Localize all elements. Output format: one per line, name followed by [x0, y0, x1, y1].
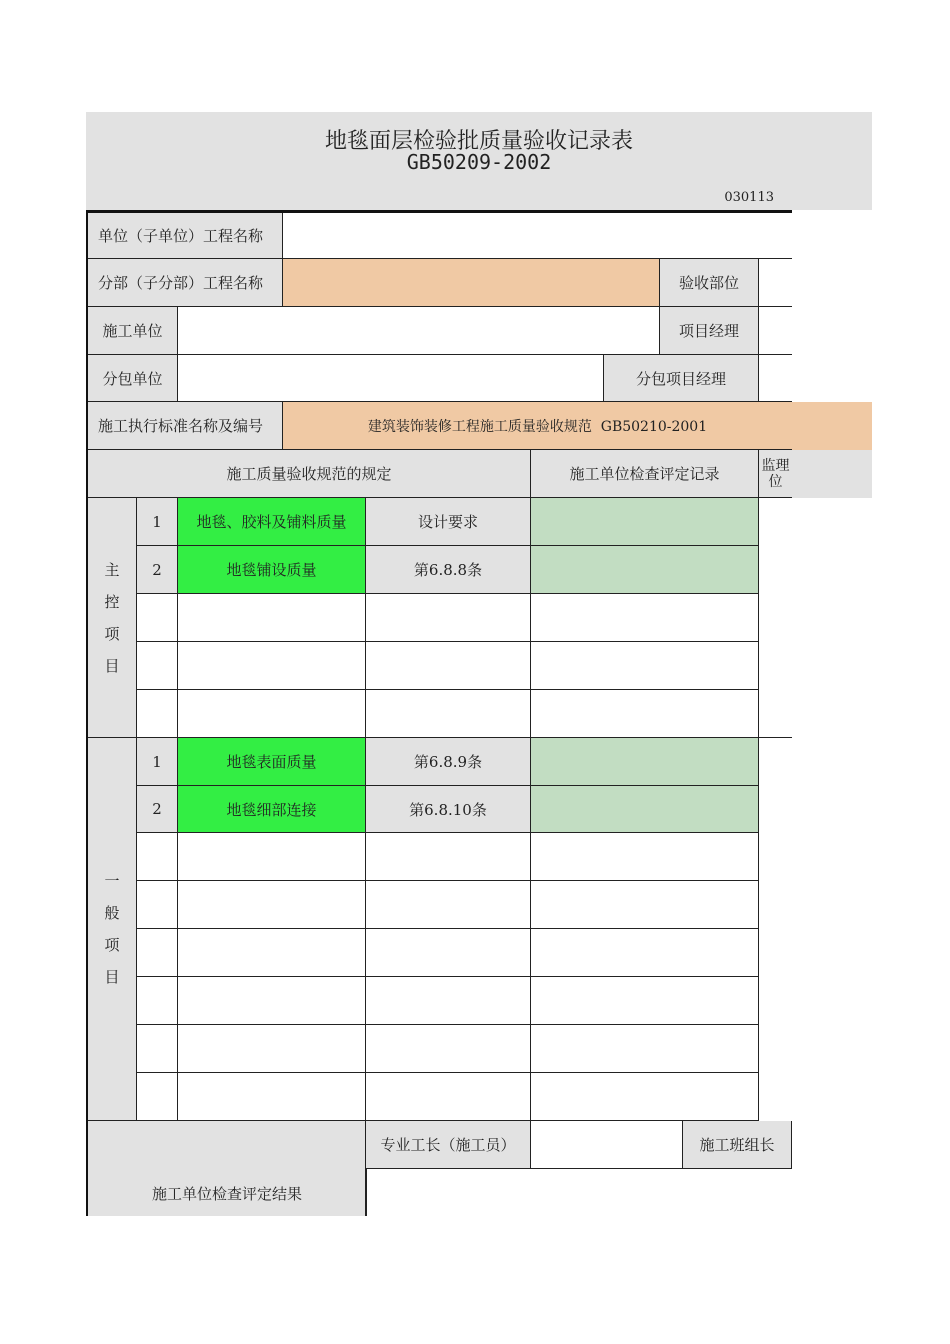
empty-item-cell[interactable] — [178, 977, 366, 1025]
general-row-record[interactable] — [531, 738, 759, 786]
empty-record-cell[interactable] — [531, 881, 759, 929]
supervisor-header-line2: 位 — [768, 474, 783, 490]
empty-req-cell[interactable] — [366, 1025, 531, 1073]
subcontractor-label: 分包单位 — [88, 355, 178, 402]
empty-num-cell — [137, 1025, 178, 1073]
exec-std-strip — [792, 402, 872, 450]
main-control-char: 主 — [104, 560, 120, 579]
empty-item-cell[interactable] — [178, 594, 366, 642]
project-manager-field[interactable] — [759, 307, 792, 355]
empty-item-cell[interactable] — [178, 833, 366, 881]
standard-code: GB50209-2002 — [406, 150, 552, 174]
general-row-item: 地毯表面质量 — [178, 738, 366, 786]
empty-record-cell[interactable] — [531, 1073, 759, 1121]
record-column-header: 施工单位检查评定记录 — [531, 450, 759, 498]
main-control-char: 控 — [104, 592, 120, 611]
subcontractor-field[interactable] — [178, 355, 604, 402]
main-row-requirement: 第6.8.8条 — [366, 546, 531, 594]
general-char: 一 — [104, 872, 120, 890]
supervisor-header-line1: 监理 — [761, 458, 790, 474]
main-control-char: 目 — [104, 656, 120, 675]
contractor-field[interactable] — [178, 307, 660, 355]
empty-req-cell[interactable] — [366, 929, 531, 977]
empty-num-cell — [137, 929, 178, 977]
sub-pm-label: 分包项目经理 — [604, 355, 759, 402]
empty-item-cell[interactable] — [178, 881, 366, 929]
sub-project-field[interactable] — [283, 259, 660, 307]
general-row-requirement: 第6.8.9条 — [366, 738, 531, 786]
empty-item-cell[interactable] — [178, 1025, 366, 1073]
empty-req-cell[interactable] — [366, 594, 531, 642]
sub-project-label: 分部（子分部）工程名称 — [88, 259, 283, 307]
result-field[interactable] — [366, 1169, 792, 1216]
empty-item-cell[interactable] — [178, 929, 366, 977]
sub-pm-field[interactable] — [759, 355, 792, 402]
inspection-part-field[interactable] — [759, 259, 792, 307]
foreman-field[interactable] — [531, 1121, 683, 1169]
main-supervisor-cell[interactable] — [759, 498, 792, 738]
empty-record-cell[interactable] — [531, 977, 759, 1025]
empty-record-cell[interactable] — [531, 833, 759, 881]
main-row-num: 2 — [137, 546, 178, 594]
empty-record-cell[interactable] — [531, 1025, 759, 1073]
contractor-label: 施工单位 — [88, 307, 178, 355]
empty-num-cell — [137, 1073, 178, 1121]
empty-req-cell[interactable] — [366, 977, 531, 1025]
empty-num-cell — [137, 642, 178, 690]
spec-column-header: 施工质量验收规范的规定 — [88, 450, 531, 498]
main-control-char: 项 — [104, 624, 120, 643]
supervisor-column-header — [759, 450, 792, 498]
project-manager-label: 项目经理 — [660, 307, 759, 355]
empty-record-cell[interactable] — [531, 929, 759, 977]
supervisor-header-strip — [792, 450, 872, 498]
empty-num-cell — [137, 690, 178, 738]
result-label: 施工单位检查评定结果 — [151, 1185, 302, 1203]
empty-num-cell — [137, 881, 178, 929]
inspection-part-label: 验收部位 — [660, 259, 759, 307]
empty-record-cell[interactable] — [531, 690, 759, 738]
empty-num-cell — [137, 833, 178, 881]
general-char: 般 — [104, 904, 120, 922]
empty-num-cell — [137, 594, 178, 642]
main-row-requirement: 设计要求 — [366, 498, 531, 546]
team-leader-label: 施工班组长 — [683, 1121, 792, 1169]
empty-record-cell[interactable] — [531, 642, 759, 690]
empty-record-cell[interactable] — [531, 594, 759, 642]
empty-req-cell[interactable] — [366, 881, 531, 929]
empty-req-cell[interactable] — [366, 690, 531, 738]
general-row-item: 地毯细部连接 — [178, 786, 366, 833]
general-row-num: 1 — [137, 738, 178, 786]
form-code: 030113 — [724, 190, 774, 205]
exec-std-value: 建筑装饰装修工程施工质量验收规范 GB50210-2001 — [283, 402, 792, 450]
general-row-requirement: 第6.8.10条 — [366, 786, 531, 833]
empty-item-cell[interactable] — [178, 690, 366, 738]
general-row-num: 2 — [137, 786, 178, 833]
main-row-num: 1 — [137, 498, 178, 546]
general-label — [88, 738, 137, 1121]
general-row-record[interactable] — [531, 786, 759, 833]
empty-num-cell — [137, 977, 178, 1025]
general-char: 项 — [104, 936, 120, 954]
empty-item-cell[interactable] — [178, 1073, 366, 1121]
exec-std-label: 施工执行标准名称及编号 — [88, 402, 283, 450]
main-row-item: 地毯铺设质量 — [178, 546, 366, 594]
empty-req-cell[interactable] — [366, 1073, 531, 1121]
foreman-label: 专业工长（施工员） — [366, 1121, 531, 1169]
empty-req-cell[interactable] — [366, 642, 531, 690]
empty-item-cell[interactable] — [178, 642, 366, 690]
main-row-record[interactable] — [531, 546, 759, 594]
main-row-item: 地毯、胶料及铺料质量 — [178, 498, 366, 546]
result-label-cell — [88, 1121, 366, 1216]
general-char: 目 — [104, 968, 120, 986]
empty-req-cell[interactable] — [366, 833, 531, 881]
page-title: 地毯面层检验批质量验收记录表 — [324, 129, 633, 154]
unit-project-label: 单位（子单位）工程名称 — [88, 213, 283, 259]
main-row-record[interactable] — [531, 498, 759, 546]
main-control-label — [88, 498, 137, 738]
unit-project-field[interactable] — [283, 213, 792, 259]
